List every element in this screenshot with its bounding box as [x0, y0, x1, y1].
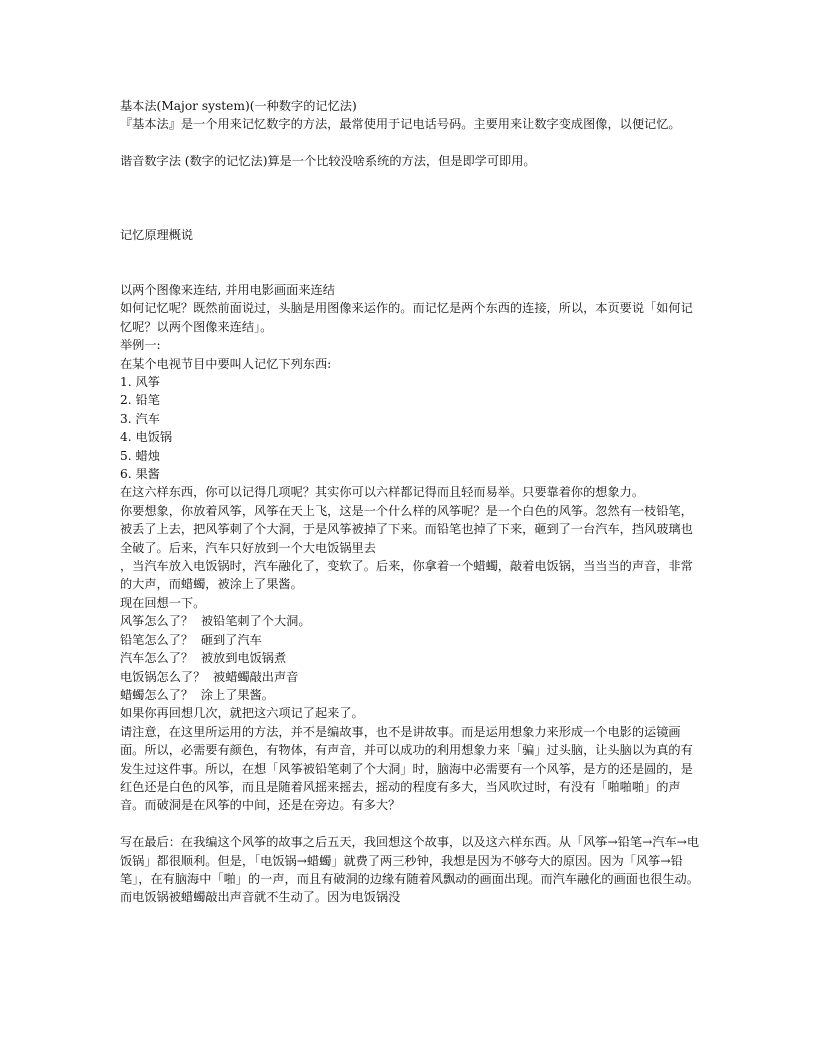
list-item: 3. 汽车	[120, 411, 160, 426]
section-heading: 记忆原理概说	[120, 227, 194, 242]
spacer	[120, 134, 700, 152]
spacer	[120, 207, 700, 225]
list-item: 4. 电饭锅	[120, 430, 173, 445]
spacer	[120, 171, 700, 189]
recall-line: 铅笔怎么了？ 砸到了汽车	[120, 632, 262, 647]
paragraph-story: 你要想象，你放着风筝，风筝在天上飞，这是一个什么样的风筝呢？是一个白色的风筝。忽然有一枝铅笔，被丢了上去，把风筝刺了个大洞，于是风筝被掉了下来。而铅笔也掉了下来，砸到了一台汽车，挡风玻璃也全破了。后来，汽车只好放到一个大电饭锅里去	[120, 503, 693, 555]
recall-line: 蜡蠋怎么了？ 涂上了果酱。	[120, 687, 274, 702]
example-label: 举例一:	[120, 338, 161, 353]
spacer	[120, 244, 700, 262]
intro-paragraph-2: 谐音数字法 (数字的记忆法)算是一个比较没啥系统的方法，但是即学可即用。	[120, 154, 536, 169]
paragraph-how: 如何记忆呢？既然前面说过，头脑是用图像来运作的。而记忆是两个东西的连接，所以，本页要说「如何记忆呢？以两个图像来连结」。	[120, 301, 693, 334]
paragraph-story-continued: ，当汽车放入电饭锅时，汽车融化了，变软了。后来，你拿着一个蜡蠋，敲着电饭锅，当当当的声音，非常的大声，而蜡蠋，被涂上了果酱。	[120, 559, 693, 592]
spacer	[120, 189, 700, 207]
spacer	[120, 263, 700, 281]
list-item: 6. 果酱	[120, 467, 160, 482]
intro-paragraph: 『基本法』是一个用来记忆数字的方法，最常使用于记电话号码。主要用来让数字变成图像，以便记忆。	[120, 117, 681, 132]
paragraph-count: 在这六样东西，你可以记得几项呢？其实你可以六样都记得而且轻而易举。只要靠着你的想象力。	[120, 485, 645, 500]
list-item: 1. 风筝	[120, 375, 160, 389]
paragraph-final: 写在最后：在我编这个风筝的故事之后五天，我回想这个故事，以及这六样东西。从「风筝→铅笔→汽车→电饭锅」都很顺利。但是，「电饭锅→蜡蠋」就费了两三秒钟，我想是因为不够夸大的原因。因为「风筝→铅笔」，在有脑海中「啪」的一声，而且有破洞的边缘有随着风飘动的画面出现。而汽车融化的画面也很生动。而电饭锅被蜡蠋敲出声音就不生动了。因为电饭锅没	[120, 835, 700, 905]
spacer	[120, 815, 700, 833]
recall-line: 电饭锅怎么了？ 被蜡蠋敲出声音	[120, 669, 299, 684]
subtitle: 以两个图像来连结, 并用电影画面来连结	[120, 282, 335, 297]
task-text: 在某个电视节目中要叫人记忆下列东西:	[120, 356, 332, 371]
doc-title: 基本法(Major system)(一种数字的记忆法)	[120, 99, 357, 113]
list-item: 2. 铅笔	[120, 393, 160, 408]
recall-intro: 现在回想一下。	[120, 595, 206, 610]
paragraph-repeat: 如果你再回想几次，就把这六项记了起来了。	[120, 706, 364, 721]
recall-line: 风筝怎么了？ 被铅笔刺了个大洞。	[120, 614, 311, 629]
paragraph-note: 请注意，在这里所运用的方法，并不是编故事，也不是讲故事。而是运用想象力来形成一个电影的运镜画面。所以，必需要有颜色，有物体，有声音，并可以成功的利用想象力来「骗」过头脑，让头脑以为真的有发生过这件事。所以，在想「风筝被铅笔刺了个大洞」时，脑海中必需要有一个风筝，是方的还是圆的，是红色还是白色的风筝，而且是随着风摇来摇去，摇动的程度有多大，当风吹过时，有没有「啪啪啪」的声音。而破洞是在风筝的中间，还是在旁边。有多大？	[120, 724, 693, 813]
recall-line: 汽车怎么了？ 被放到电饭锅煮	[120, 651, 287, 666]
document-page	[120, 97, 700, 907]
list-item: 5. 蜡烛	[120, 448, 160, 463]
